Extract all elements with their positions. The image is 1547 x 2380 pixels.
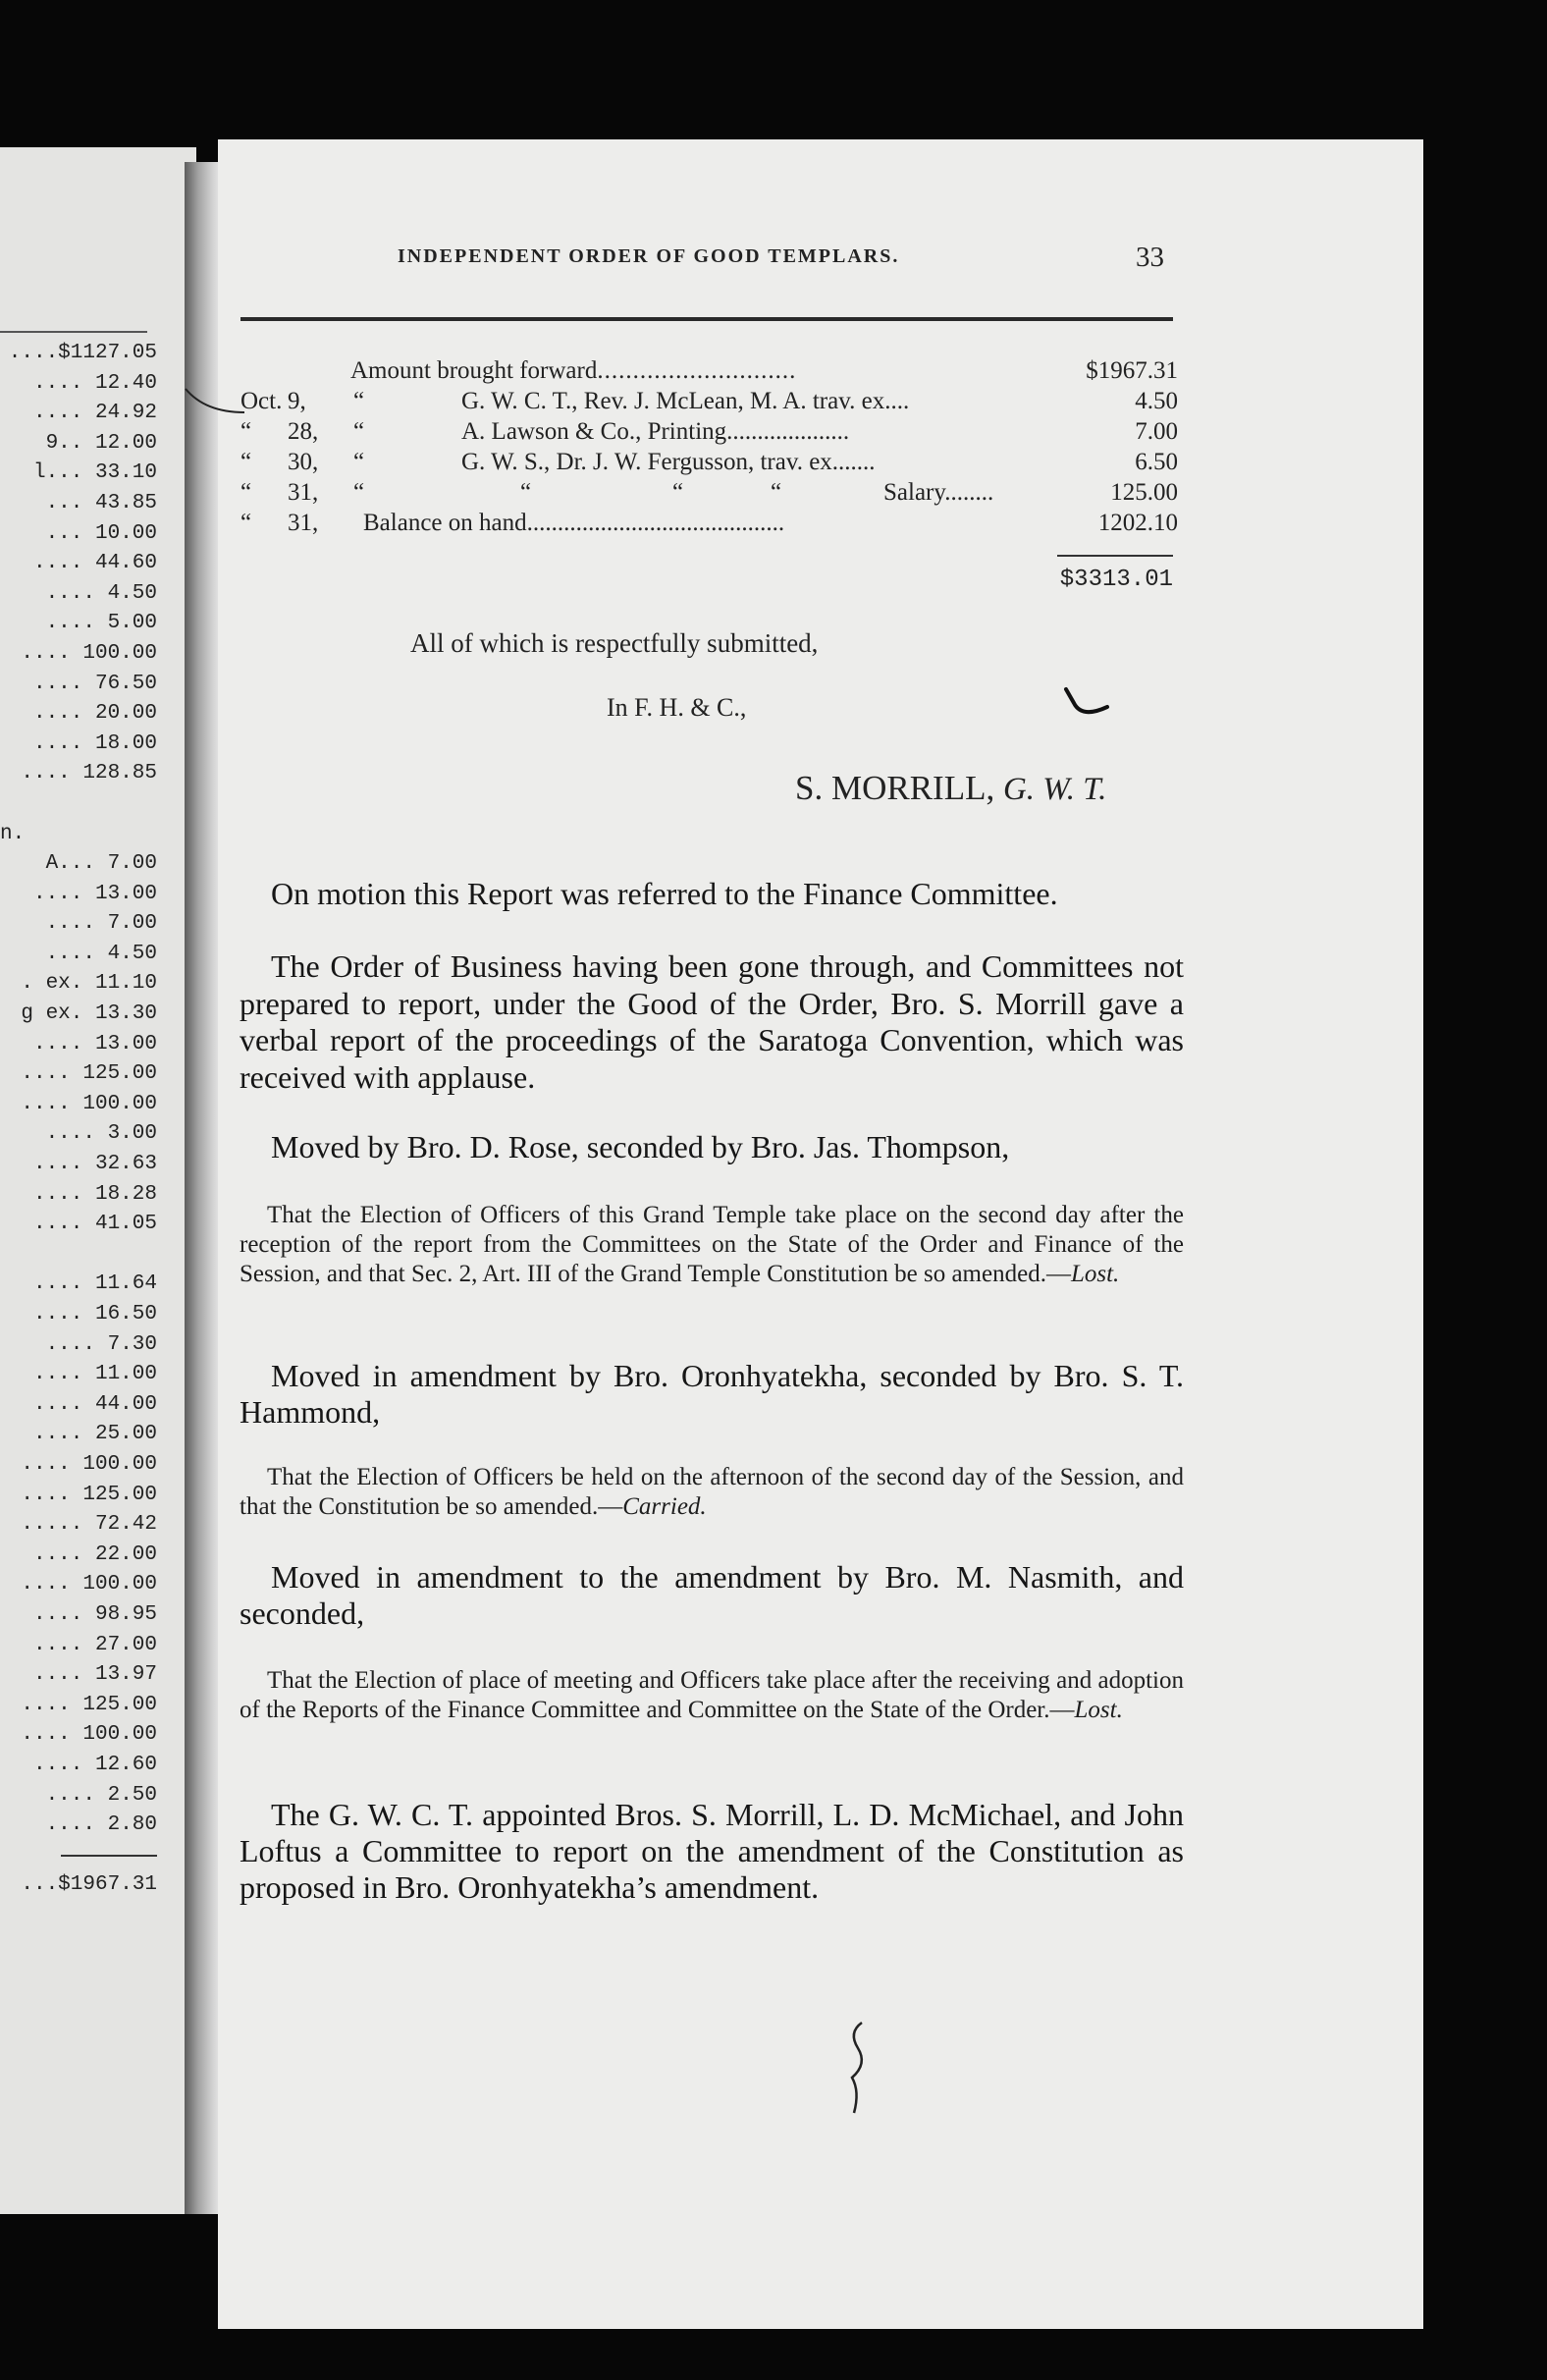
left-page-amount: .... 24.92 xyxy=(32,402,157,425)
left-page-amount: .... 11.00 xyxy=(32,1363,157,1386)
left-page-amount: .... 18.28 xyxy=(32,1182,157,1206)
left-page-amount: .... 100.00 xyxy=(21,641,157,665)
resolution-1-result: Lost. xyxy=(1070,1261,1120,1287)
left-page-amount: .... 13.00 xyxy=(32,882,157,905)
ledger-day: 30, xyxy=(288,449,319,475)
left-page-amount: .... 76.50 xyxy=(32,672,157,695)
left-page-amount: .... 100.00 xyxy=(21,1452,157,1476)
ledger-month: “ xyxy=(240,479,252,506)
left-page-amount: .... 20.00 xyxy=(32,702,157,726)
header-rule xyxy=(240,317,1173,321)
signature-title: G. W. T. xyxy=(1002,772,1107,807)
ledger-row xyxy=(240,477,1178,508)
closing-submitted: All of which is respectfully submitted, xyxy=(410,628,819,658)
ledger-day: 31, xyxy=(288,479,319,506)
left-page-amount: . ex. 11.10 xyxy=(21,972,157,996)
resolution-2-text: That the Election of Officers be held on the afternoon of the second day of the Session, and that the Constitution be so amended.— xyxy=(240,1464,1184,1520)
resolution-2-result: Carried. xyxy=(622,1493,707,1520)
ledger-description: A. Lawson & Co., Printing.................... xyxy=(461,418,850,445)
ledger-description: Balance on hand.......................................... xyxy=(363,510,785,536)
ledger-month: Oct. xyxy=(240,388,283,414)
paragraph-order-of-business: The Order of Business having been gone through, and Committees not prepared to report, under the Good of the Order, Bro. S. Morrill gave a verbal report of the proceedings of the Saratoga Convention, which was received with applause. xyxy=(240,948,1184,1095)
page-number: 33 xyxy=(1136,242,1164,273)
resolution-2 xyxy=(240,1463,1184,1522)
left-page-amount: .... 125.00 xyxy=(21,1062,157,1086)
left-page-amount: .... 100.00 xyxy=(21,1092,157,1115)
paragraph-motion-rose: Moved by Bro. D. Rose, seconded by Bro. Jas. Thompson, xyxy=(271,1129,1010,1164)
ledger-row xyxy=(240,508,1178,538)
left-page-amount: .... 2.80 xyxy=(45,1813,157,1837)
ledger-description: G. W. S., Dr. J. W. Fergusson, trav. ex....... xyxy=(461,449,876,475)
left-page-amount: ....$1127.05 xyxy=(8,342,157,364)
ledger-forward-row xyxy=(240,355,1178,386)
left-page-amount-column xyxy=(0,339,157,1901)
left-page-amount: .... 4.50 xyxy=(45,942,157,965)
left-page-amount: .... 2.50 xyxy=(45,1783,157,1807)
left-page-amount: A... 7.00 xyxy=(45,852,157,876)
left-page-amount: .... 44.00 xyxy=(32,1392,157,1416)
ledger-month: “ xyxy=(240,418,252,445)
left-page-gap xyxy=(0,1240,157,1271)
left-page-amount: .... 5.00 xyxy=(45,612,157,635)
pencil-mark-squiggle xyxy=(842,2019,881,2117)
paragraph-finance-referral: On motion this Report was referred to the Finance Committee. xyxy=(271,876,1058,911)
left-page-amount: l... 33.10 xyxy=(32,461,157,485)
ledger-month: “ xyxy=(240,449,252,475)
ditto-mark: “ xyxy=(353,388,365,414)
left-page-amount: .... 18.00 xyxy=(32,731,157,755)
forward-label: Amount brought forward xyxy=(350,357,598,384)
resolution-1 xyxy=(240,1201,1184,1289)
cash-ledger xyxy=(240,355,1178,538)
ledger-row xyxy=(240,447,1178,477)
left-page-amount: .... 41.05 xyxy=(32,1213,157,1236)
left-page-amount: .... 125.00 xyxy=(21,1693,157,1716)
ledger-row xyxy=(240,386,1178,416)
ditto-mark: “ xyxy=(353,418,365,445)
ledger-row xyxy=(240,416,1178,447)
paragraph-amendment-nasmith: Moved in amendment to the amendment by Bro. M. Nasmith, and seconded, xyxy=(240,1559,1184,1631)
forward-amount: $1967.31 xyxy=(1086,357,1178,384)
resolution-3-result: Lost. xyxy=(1074,1697,1123,1723)
left-page-amount: .... 128.85 xyxy=(21,762,157,785)
ledger-amount: 1202.10 xyxy=(1097,510,1178,536)
ditto-mark: “ xyxy=(353,449,365,475)
left-page-amount: .... 16.50 xyxy=(32,1303,157,1325)
left-page-amount: .... 12.60 xyxy=(32,1753,157,1776)
left-page-amount: .... 25.00 xyxy=(32,1423,157,1446)
left-page-heading: n. xyxy=(0,822,26,845)
left-page-amount: g ex. 13.30 xyxy=(21,1002,157,1026)
ledger-description: Salary........ xyxy=(883,479,994,506)
ledger-amount: 6.50 xyxy=(1135,449,1178,475)
signature-name: S. MORRILL, xyxy=(795,769,995,807)
closing-fhc: In F. H. & C., xyxy=(607,693,747,722)
left-page-amount: .... 100.00 xyxy=(21,1723,157,1747)
ditto-mark: “ xyxy=(520,479,532,506)
ledger-month: “ xyxy=(240,510,252,536)
left-page-amount: .... 3.00 xyxy=(45,1122,157,1146)
running-title: INDEPENDENT ORDER OF GOOD TEMPLARS. xyxy=(398,245,900,267)
ditto-mark: “ xyxy=(771,479,782,506)
sum-rule xyxy=(1057,555,1173,557)
left-page-amount: .... 12.40 xyxy=(32,371,157,395)
forward-dots: ............................ xyxy=(597,357,797,384)
pencil-mark-check xyxy=(1060,685,1119,729)
ledger-amount: 4.50 xyxy=(1135,388,1178,414)
left-page-amount: ..... 72.42 xyxy=(21,1513,157,1537)
ledger-description: G. W. C. T., Rev. J. McLean, M. A. trav. ex.... xyxy=(461,388,910,414)
left-page-rule xyxy=(0,331,147,333)
paragraph-amendment-oronhyatekha: Moved in amendment by Bro. Oronhyatekha, seconded by Bro. S. T. Hammond, xyxy=(240,1358,1184,1430)
left-page-amount: .... 27.00 xyxy=(32,1633,157,1656)
signature xyxy=(795,769,1106,808)
left-page-amount: ... 10.00 xyxy=(45,521,157,545)
left-page-amount: .... 44.60 xyxy=(32,552,157,575)
left-page-amount: .... 7.30 xyxy=(45,1332,157,1356)
left-page-amount: .... 7.00 xyxy=(45,912,157,936)
ledger-day: 9, xyxy=(288,388,306,414)
ledger-total: $3313.01 xyxy=(1059,567,1173,593)
left-page-amount: .... 98.95 xyxy=(32,1602,157,1626)
resolution-1-text: That the Election of Officers of this Grand Temple take place on the second day after the reception of the report from the Committees on the State of the Order and Finance of the Session, and that Sec. 2, Art. III of the Grand Temple Constitution be so amended.— xyxy=(240,1202,1184,1287)
ledger-amount: 125.00 xyxy=(1110,479,1178,506)
left-page-amount: ... 43.85 xyxy=(45,491,157,514)
ledger-day: 31, xyxy=(288,510,319,536)
ledger-amount: 7.00 xyxy=(1135,418,1178,445)
left-page-amount: .... 13.00 xyxy=(32,1032,157,1055)
left-page-amount: .... 22.00 xyxy=(32,1542,157,1566)
paragraph-committee-appointment: The G. W. C. T. appointed Bros. S. Morrill, L. D. McMichael, and John Loftus a Committee to report on the amendment of the Constitution as proposed in Bro. Oronhyatekha’s amendment. xyxy=(240,1797,1184,1905)
left-page-amount: .... 125.00 xyxy=(21,1483,157,1506)
left-page-amount: .... 100.00 xyxy=(21,1573,157,1596)
ditto-mark: “ xyxy=(353,479,365,506)
left-page-gap xyxy=(0,789,157,820)
resolution-3 xyxy=(240,1666,1184,1725)
ditto-mark: “ xyxy=(672,479,684,506)
ledger-day: 28, xyxy=(288,418,319,445)
left-page-amount: ...$1967.31 xyxy=(21,1873,157,1897)
left-page-amount: 9.. 12.00 xyxy=(45,431,157,455)
left-page-amount: .... 32.63 xyxy=(32,1153,157,1176)
pencil-mark-left xyxy=(182,383,250,422)
left-page-sum-rule xyxy=(0,1841,157,1871)
left-page-amount: .... 11.64 xyxy=(32,1272,157,1296)
left-page-amount: .... 4.50 xyxy=(45,581,157,605)
left-page-amount: .... 13.97 xyxy=(32,1663,157,1687)
resolution-3-text: That the Election of place of meeting and Officers take place after the receiving and adoption of the Reports of the Finance Committee and Committee on the State of the Order.— xyxy=(240,1667,1184,1723)
